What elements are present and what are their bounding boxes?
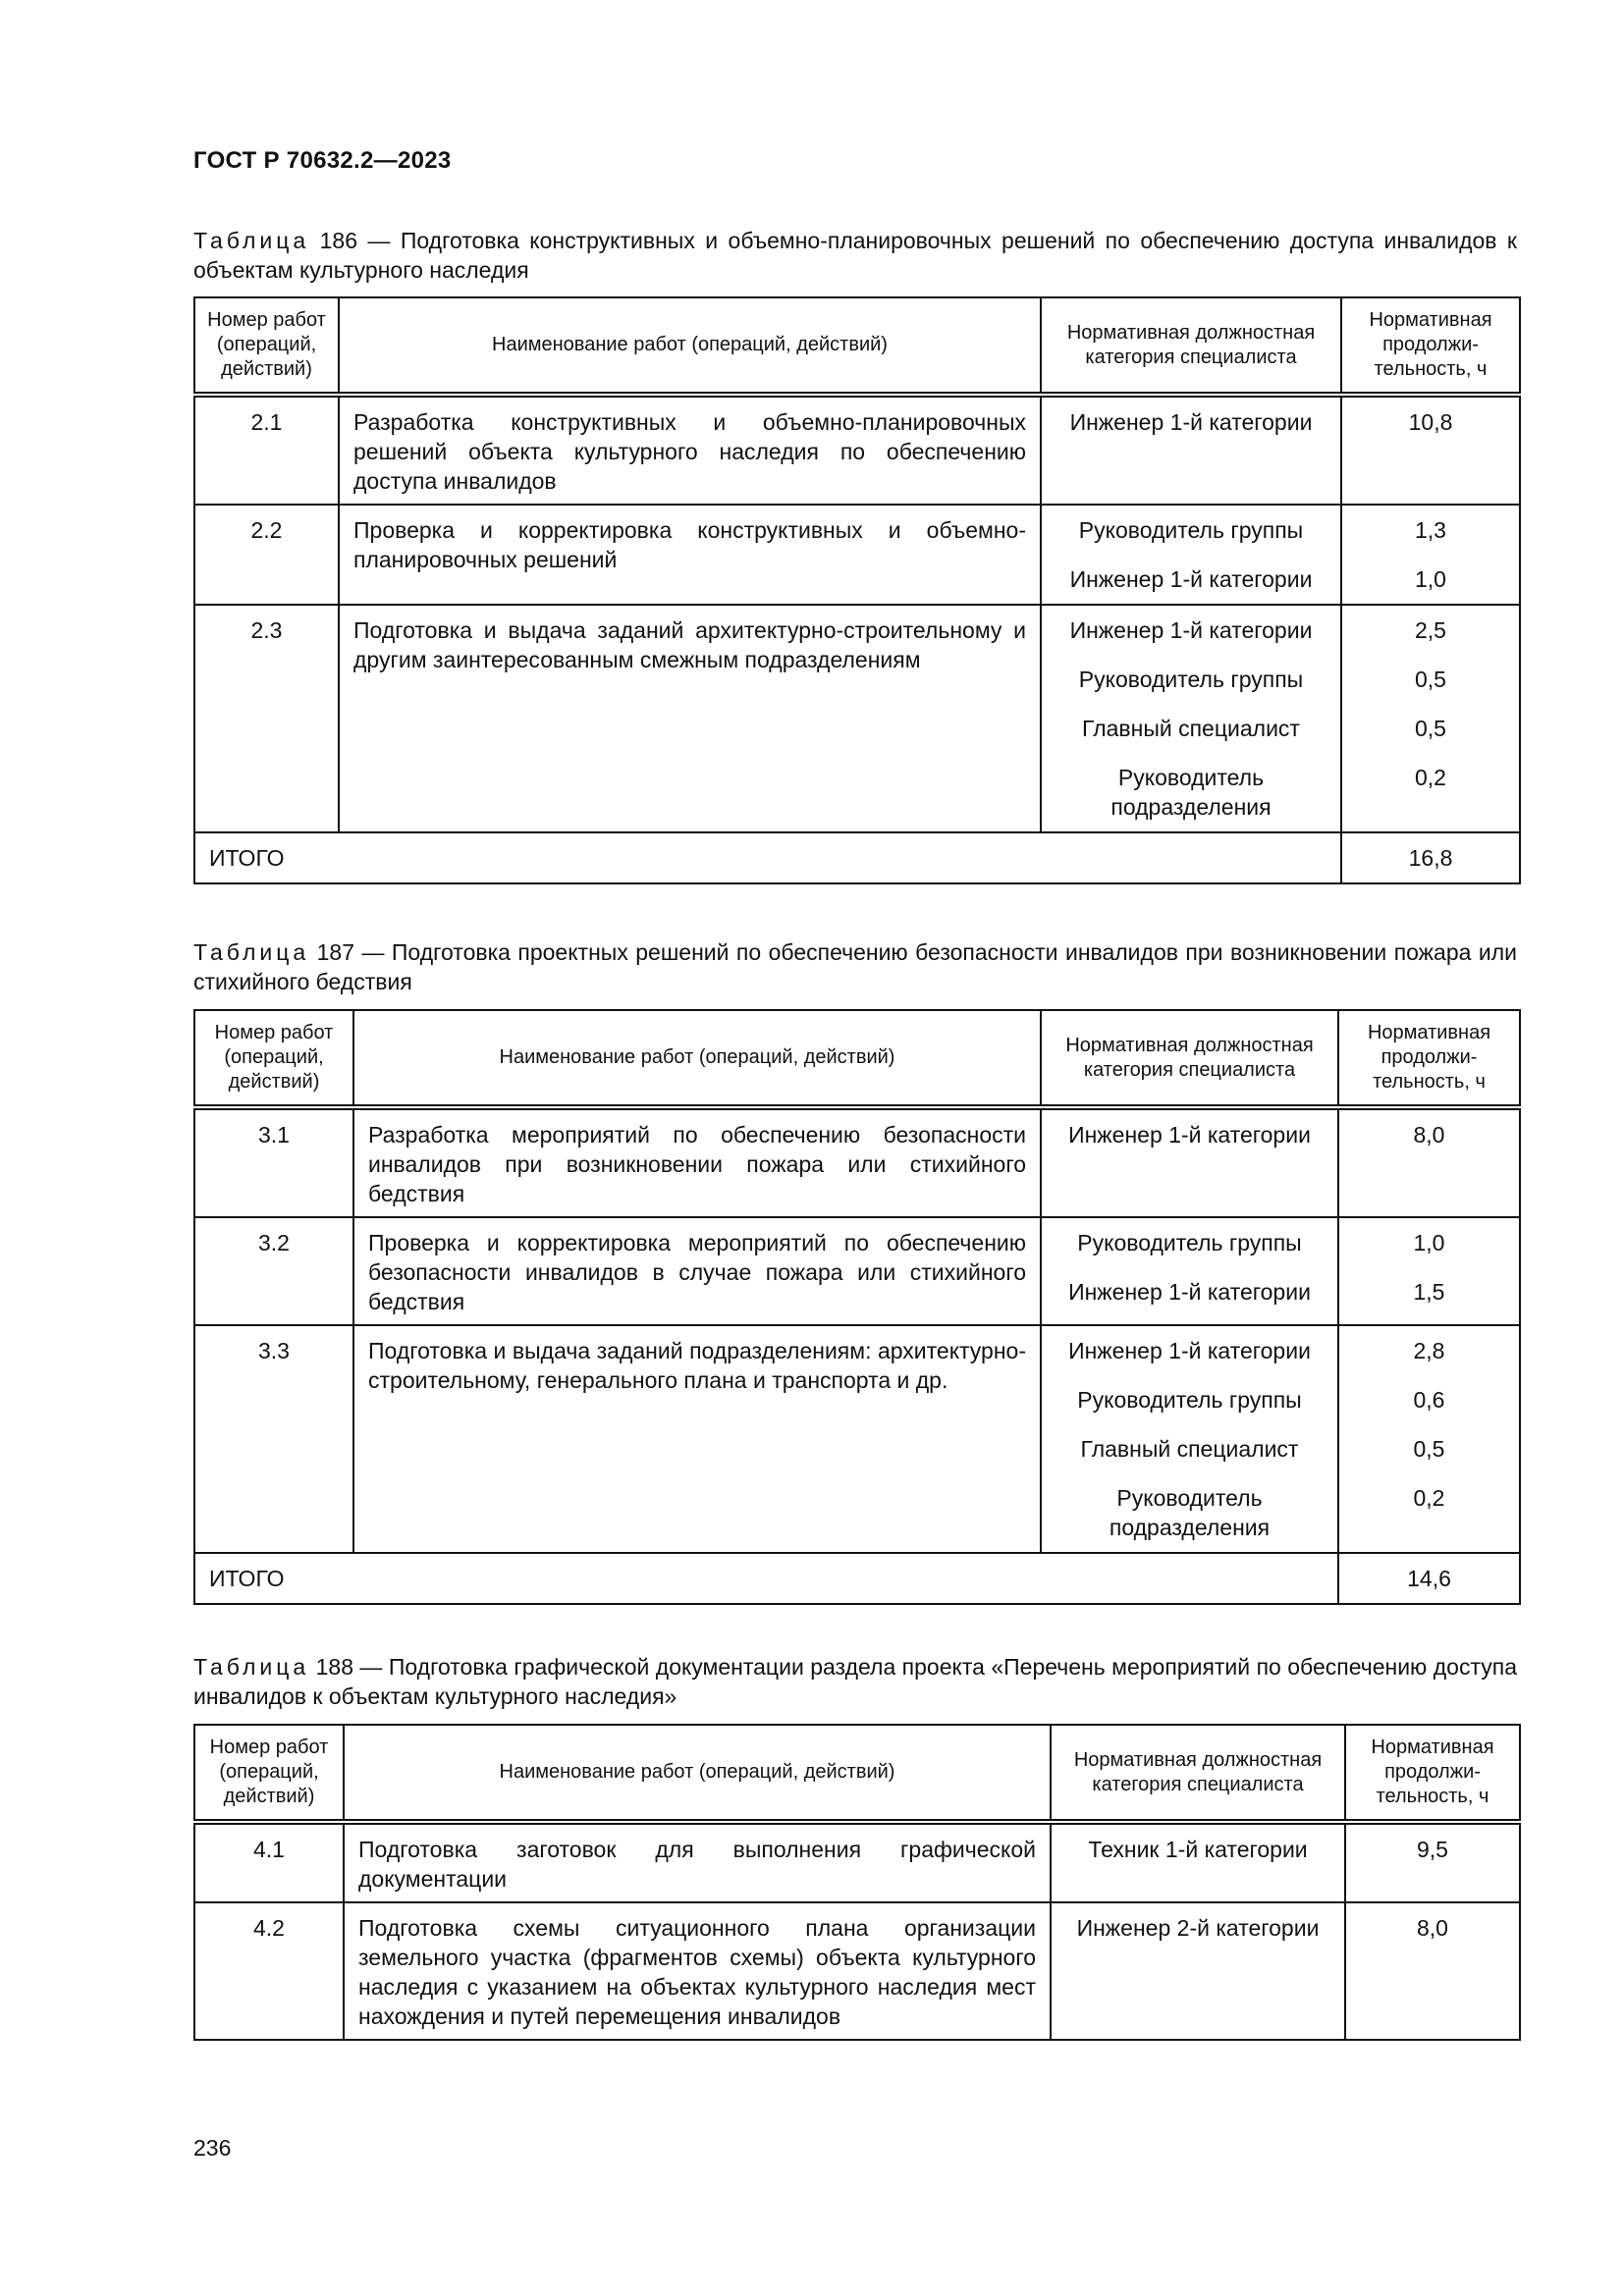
table-row — [194, 605, 1520, 832]
category: Инженер 1-й категории — [1068, 1279, 1311, 1305]
row-number: 4.2 — [194, 1902, 344, 2040]
category: Техник 1-й категории — [1088, 1837, 1308, 1862]
category: Главный специалист — [1082, 716, 1300, 741]
duration: 9,5 — [1417, 1837, 1448, 1862]
duration: 1,3 — [1415, 517, 1446, 543]
col-header-num: Номер работ (операций, действий) — [194, 1725, 344, 1822]
duration: 8,0 — [1417, 1915, 1448, 1941]
category-cell — [1041, 1325, 1338, 1553]
col-header-duration: Нормативная продолжи-тельность, ч — [1341, 297, 1520, 395]
row-number: 2.3 — [194, 605, 339, 832]
row-number: 3.1 — [194, 1107, 353, 1217]
category: Инженер 1-й категории — [1069, 617, 1313, 643]
col-header-duration: Нормативная продолжи-тельность, ч — [1345, 1725, 1520, 1822]
total-row — [194, 832, 1520, 883]
col-header-category: Нормативная должностная категория специалиста — [1041, 1010, 1338, 1107]
duration: 0,6 — [1413, 1387, 1445, 1413]
table-186-caption: Таблица 186 — Подготовка конструктивных и объемно-планировочных решений по обеспечению доступа инвалидов к объектам культурного наследия — [193, 228, 1517, 283]
table-header-row — [194, 1010, 1520, 1107]
category: Главный специалист — [1080, 1436, 1299, 1462]
work-name: Разработка конструктивных и объемно-планировочных решений объекта культурного наследия по обеспечению доступа инвалидов — [339, 395, 1041, 505]
category-cell — [1041, 395, 1341, 505]
total-value: 14,6 — [1338, 1553, 1520, 1604]
col-header-num: Номер работ (операций, действий) — [194, 297, 339, 395]
duration: 0,5 — [1413, 1436, 1445, 1462]
table-row — [194, 1217, 1520, 1325]
row-number: 3.3 — [194, 1325, 353, 1553]
page-number: 236 — [193, 2135, 232, 2161]
duration-cell — [1341, 505, 1520, 605]
duration: 0,5 — [1415, 716, 1446, 741]
duration-cell — [1338, 1325, 1520, 1553]
table-row — [194, 1107, 1520, 1217]
table-187 — [193, 1009, 1521, 1605]
work-name: Подготовка схемы ситуационного плана организации земельного участка (фрагментов схемы) объекта культурного наследия с указанием на объектах культурного наследия мест нахождения и путей перемещения инвалидов — [344, 1902, 1051, 2040]
col-header-category: Нормативная должностная категория специалиста — [1051, 1725, 1345, 1822]
table-header-row — [194, 1725, 1520, 1822]
category: Инженер 1-й категории — [1069, 409, 1313, 435]
duration-cell — [1338, 1107, 1520, 1217]
category: Руководитель подразделения — [1110, 765, 1272, 820]
category: Руководитель группы — [1078, 667, 1304, 692]
col-header-name: Наименование работ (операций, действий) — [344, 1725, 1051, 1822]
duration: 1,0 — [1413, 1230, 1445, 1255]
work-name: Подготовка заготовок для выполнения графической документации — [344, 1822, 1051, 1902]
total-value: 16,8 — [1341, 832, 1520, 883]
category: Инженер 1-й категории — [1069, 566, 1313, 592]
duration: 1,5 — [1413, 1279, 1445, 1305]
duration-cell — [1341, 395, 1520, 505]
category-cell — [1041, 505, 1341, 605]
table-row — [194, 1325, 1520, 1553]
duration: 2,5 — [1415, 617, 1446, 643]
category: Руководитель группы — [1078, 517, 1304, 543]
row-number: 2.1 — [194, 395, 339, 505]
total-row — [194, 1553, 1520, 1604]
category-cell — [1051, 1902, 1345, 2040]
work-name: Подготовка и выдача заданий подразделениям: архитектурно-строительному, генерального плана и транспорта и др. — [353, 1325, 1041, 1553]
duration: 0,2 — [1413, 1485, 1445, 1511]
category: Руководитель группы — [1077, 1387, 1302, 1413]
col-header-category: Нормативная должностная категория специалиста — [1041, 297, 1341, 395]
row-number: 3.2 — [194, 1217, 353, 1325]
category-cell — [1041, 605, 1341, 832]
duration-cell — [1345, 1902, 1520, 2040]
col-header-name: Наименование работ (операций, действий) — [339, 297, 1041, 395]
work-name: Разработка мероприятий по обеспечению безопасности инвалидов при возникновении пожара или стихийного бедствия — [353, 1107, 1041, 1217]
duration-cell — [1341, 605, 1520, 832]
duration: 0,2 — [1415, 765, 1446, 790]
table-186 — [193, 296, 1521, 884]
total-label: ИТОГО — [194, 832, 1341, 883]
category: Инженер 1-й категории — [1068, 1122, 1311, 1148]
row-number: 4.1 — [194, 1822, 344, 1902]
work-name: Подготовка и выдача заданий архитектурно-строительному и другим заинтересованным смежным подразделениям — [339, 605, 1041, 832]
category: Руководитель группы — [1077, 1230, 1302, 1255]
category: Инженер 2-й категории — [1076, 1915, 1320, 1941]
table-row — [194, 395, 1520, 505]
col-header-name: Наименование работ (операций, действий) — [353, 1010, 1041, 1107]
duration-cell — [1338, 1217, 1520, 1325]
table-row — [194, 1822, 1520, 1902]
category-cell — [1041, 1217, 1338, 1325]
col-header-num: Номер работ (операций, действий) — [194, 1010, 353, 1107]
work-name: Проверка и корректировка конструктивных и объемно-планировочных решений — [339, 505, 1041, 605]
duration: 0,5 — [1415, 667, 1446, 692]
col-header-duration: Нормативная продолжи-тельность, ч — [1338, 1010, 1520, 1107]
total-label: ИТОГО — [194, 1553, 1338, 1604]
category-cell — [1041, 1107, 1338, 1217]
duration: 10,8 — [1408, 409, 1453, 435]
category: Руководитель подразделения — [1109, 1485, 1271, 1540]
table-187-caption: Таблица 187 — Подготовка проектных решений по обеспечению безопасности инвалидов при возникновении пожара или стихийного бедствия — [193, 939, 1517, 994]
table-header-row — [194, 297, 1520, 395]
table-188 — [193, 1724, 1521, 2041]
row-number: 2.2 — [194, 505, 339, 605]
category-cell — [1051, 1822, 1345, 1902]
document-code: ГОСТ Р 70632.2—2023 — [193, 147, 452, 174]
table-row — [194, 1902, 1520, 2040]
category: Инженер 1-й категории — [1068, 1338, 1311, 1363]
table-row — [194, 505, 1520, 605]
table-188-caption: Таблица 188 — Подготовка графической документации раздела проекта «Перечень мероприятий по обеспечению доступа инвалидов к объектам культурного наследия» — [193, 1654, 1517, 1709]
duration: 2,8 — [1413, 1338, 1445, 1363]
work-name: Проверка и корректировка мероприятий по обеспечению безопасности инвалидов в случае пожара или стихийного бедствия — [353, 1217, 1041, 1325]
duration-cell — [1345, 1822, 1520, 1902]
duration: 1,0 — [1415, 566, 1446, 592]
duration: 8,0 — [1413, 1122, 1445, 1148]
